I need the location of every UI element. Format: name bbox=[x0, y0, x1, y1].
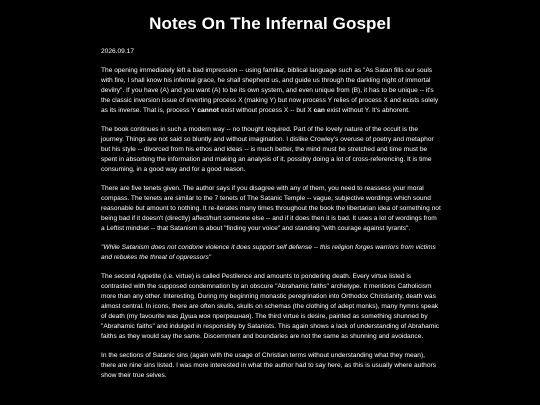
quote-paragraph: "While Satanism does not condone violence it does support self defense -- this religion forges warriors from victims and rebukes the threat of oppressors" bbox=[101, 244, 436, 261]
post-date: 2026.09.17 bbox=[101, 48, 135, 55]
paragraph-1-part-d: exist without Y. It's abhorent. bbox=[324, 107, 410, 114]
paragraph-2: The book continues in such a modern way -- no thought required. Part of the lovely nature of the occult is the journey. Things are not said so bluntly and without imagination. I dislike Crowley's overuse of poetry and metaphor but his style -- divorced from his ethos and ideas -- is much better, the mind must be stretched and time must be spent in absorbing the information and making an analysis of it, possibly doing a lot of cross-referencing. It is time consuming, in a good way and for a good reason. bbox=[101, 126, 434, 173]
paragraph-6: In the sections of Satanic sins (again with the usage of Christian terms without understanding what they mean), there are nine sins listed. I was more interested in what the author had to say here, as this is usually where authors show their true selves. bbox=[101, 352, 436, 379]
emphasis-can: can bbox=[313, 107, 325, 114]
paragraph-1-part-a: The opening immediately left a bad impression -- using familiar, biblical language such as "As Satan fills our souls with fire, I shall know his infernal grace, he shall shepherd us, and guide us through the darkling night of immortal devilry". If you have (A) and you want (A) to be its own system, and even unique from (B), it has to be unique -- it's the classic inversion issue of inverting process X (making Y) but now process Y relies of process X and exists solely as its inverse. That is, process Y bbox=[101, 67, 439, 114]
paragraph-5: The second Appetite (i.e. virtue) is called Pestilence and amounts to pondering death. Every virtue listed is contrasted with the supposed condemnation by an obscure "Abrahamic faiths" archetype. It mentions Catholicism more than any other. Interesting. During my beginning monastic peregrination into Orthodox Christianity, death was almost central. In icons, there are often skulls, skulls on schemas (the clothing of adept monks), many hymns speak of death (my favourite was Душа моя прегрешная). The third virtue is desire, painted as something shunned by "Abrahamic faiths" and indulged in responsibly by Satanists. This again shows a lack of understanding of Abrahamic faiths as they would say the same. Discernment and boundaries are not the same as shunning and avoidance. bbox=[101, 273, 440, 340]
article-body bbox=[101, 47, 441, 390]
paragraph-1-part-c: exist without process X -- but X bbox=[219, 107, 314, 114]
paragraph-3: There are five tenets given. The author says if you disagree with any of them, you need to reassess your moral compass. The tenets are similar to the 7 tenets of The Satanic Temple -- vague, subjective wordings which sound reasonable but amount to nothing. It re-iterates many times throughout the book the libertarian idea of something not being bad if it doesn't (directly) affect/hurt someone else -- and if it does then it is bad. It uses a lot of wordings from a Leftist mindset -- that Satanism is about "finding your voice" and standing "with courage against tyrants". bbox=[101, 185, 441, 232]
paragraph-1 bbox=[101, 66, 441, 116]
emphasis-cannot: cannot bbox=[197, 107, 220, 114]
page-title: Notes On The Infernal Gospel bbox=[149, 14, 391, 33]
